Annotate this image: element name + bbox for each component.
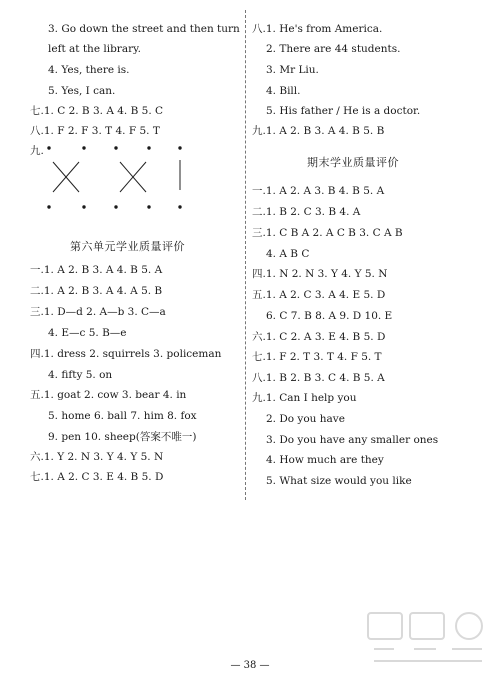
answer-line: left at the library. [48, 43, 141, 55]
section-title: 期末学业质量评价 [307, 156, 399, 169]
answer-line: 八.1. B 2. B 3. C 4. B 5. A [252, 372, 385, 384]
answer-line: 6. C 7. B 8. A 9. D 10. E [266, 310, 393, 322]
answer-line: 5. His father / He is a doctor. [266, 105, 421, 117]
bottom-dots [47, 205, 181, 208]
answer-line: 4. fifty 5. on [48, 369, 113, 381]
answer-line: 九.1. Can I help you [252, 392, 357, 404]
answer-line: 4. Bill. [266, 85, 301, 97]
answer-line: 4. How much are they [266, 454, 384, 466]
answer-line: 3. Go down the street and then turn [48, 23, 240, 35]
answer-line: 4. E—c 5. B—e [48, 327, 127, 339]
answer-line: 2. There are 44 students. [266, 43, 401, 55]
section-title: 第六单元学业质量评价 [70, 240, 185, 253]
answer-line: 七.1. C 2. B 3. A 4. B 5. C [30, 105, 164, 117]
answer-line: 5. home 6. ball 7. him 8. fox [48, 410, 197, 422]
answer-line: 七.1. F 2. T 3. T 4. F 5. T [252, 351, 382, 363]
answer-line: 三.1. C B A 2. A C B 3. C A B [252, 227, 403, 239]
answer-line: 二.1. B 2. C 3. B 4. A [252, 206, 361, 218]
answer-line: 2. Do you have [266, 413, 345, 425]
answer-line: 4. Yes, there is. [48, 64, 130, 76]
answer-line: 八.1. He's from America. [252, 23, 383, 35]
page-number: — 38 — [230, 660, 270, 671]
answer-line: 七.1. A 2. C 3. E 4. B 5. D [30, 471, 164, 483]
answer-line: 五.1. goat 2. cow 3. bear 4. in [30, 389, 187, 401]
answer-line: 八.1. F 2. F 3. T 4. F 5. T [30, 125, 160, 137]
answer-line: 3. Do you have any smaller ones [266, 434, 439, 446]
answer-line: 一.1. A 2. A 3. B 4. B 5. A [252, 185, 385, 197]
answer-line: 六.1. Y 2. N 3. Y 4. Y 5. N [30, 451, 164, 463]
column-divider [245, 10, 246, 500]
answer-line: 5. What size would you like [266, 475, 412, 487]
answer-line: 九.1. A 2. B 3. A 4. B 5. B [252, 125, 385, 137]
match-lines [53, 160, 180, 192]
answer-line: 3. Mr Liu. [266, 64, 319, 76]
matching-dots-figure [28, 142, 218, 212]
answer-line: 一.1. A 2. B 3. A 4. B 5. A [30, 264, 163, 276]
answer-line: 二.1. A 2. B 3. A 4. A 5. B [30, 285, 163, 297]
answer-line: 5. Yes, I can. [48, 85, 116, 97]
answer-line: 九. [30, 145, 44, 157]
answer-line: 四.1. N 2. N 3. Y 4. Y 5. N [252, 268, 388, 280]
answer-line: 六.1. C 2. A 3. E 4. B 5. D [252, 331, 386, 343]
answer-line: 9. pen 10. sheep(答案不唯一) [48, 431, 197, 443]
answer-line: 四.1. dress 2. squirrels 3. policeman [30, 348, 222, 360]
answer-line: 五.1. A 2. C 3. A 4. E 5. D [252, 289, 386, 301]
top-dots [47, 146, 181, 149]
answer-line: 三.1. D—d 2. A—b 3. C—a [30, 306, 166, 318]
answer-line: 4. A B C [266, 248, 310, 260]
